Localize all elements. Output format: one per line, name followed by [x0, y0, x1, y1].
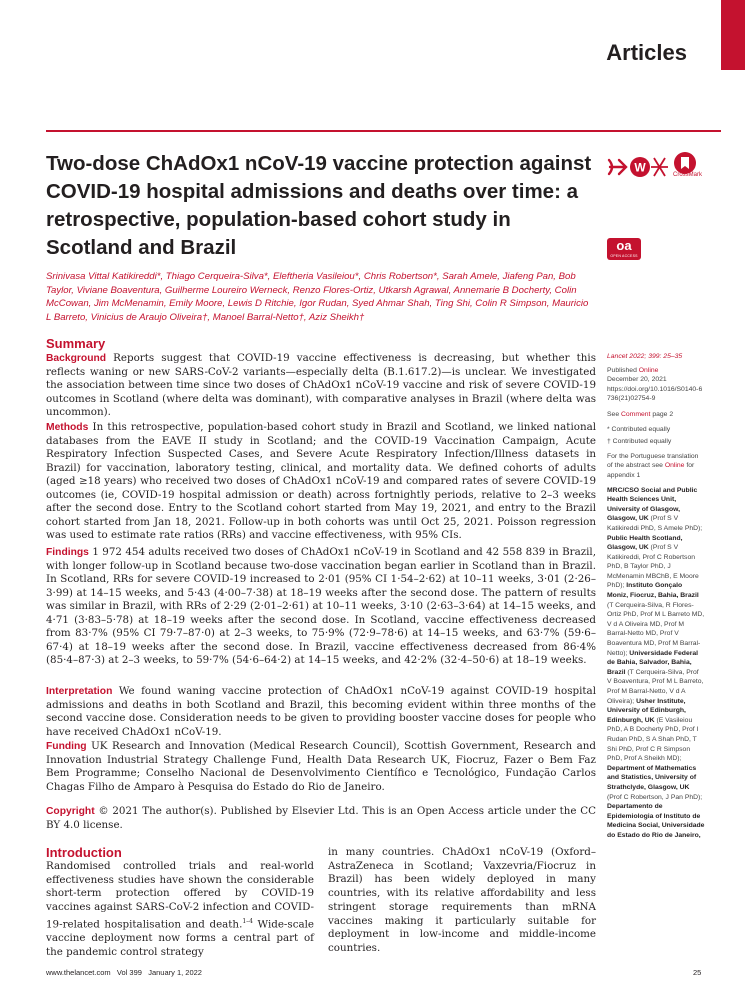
footer-journal-info: [46, 968, 202, 977]
introduction-column-1: [46, 860, 314, 959]
oa-mark: oa: [616, 238, 632, 253]
page-number: 25: [693, 968, 702, 977]
altmetric-icon[interactable]: [630, 157, 650, 177]
open-access-badge: [607, 238, 641, 260]
crossmark-label: CrossMark: [673, 172, 703, 178]
methods-text: In this retrospective, population-based cohort study in Brazil and Scotland, we linked national databases from the EAVE II study in Scotland; and the COVID-19 Vaccination Campaign, Acute Respiratory Infection Suspected Cases, and Severe Acute Respiratory Infection/Illness datasets in Brazil) for vaccination, laboratory testing, clinical, and mortality data. We defined cohorts of adults (aged ≥18 years) who received two doses of ChAdOx1 nCoV-19 and compared rates of severe COVID-19 outcomes (ie, COVID-19 hospital admission or death) across fortnightly periods, relative to 2–3 weeks after the second dose. Entry to the Scotland cohort started from May 19, 2021, and entry to the Brazil cohort started from Jan 18, 2021. Follow-up in both cohorts was until Oct 25, 2021. Poisson regression was used to estimate rate ratios (RRs) and vaccine effectiveness, with 95% CIs.: [46, 421, 597, 541]
doi-link[interactable]: https://doi.org/10.1016/S0140-6736(21)02754-9: [607, 385, 703, 403]
comment-link[interactable]: Comment: [620, 410, 651, 418]
funding-text: UK Research and Innovation (Medical Research Council), Scottish Government, Research and Innovation Industrial Strategy Challenge Fund, Health Data Research UK, Fiocruz, Fazer o Bem Faz Bem Programme; Conselho Nacional de Desenvolvimento Científico e Tecnológico, Fundação Carlos Chagas Filho de Amparo à Pesquisa do Estado do Rio de Janeiro.: [46, 740, 596, 793]
appendix-online-link[interactable]: Online: [664, 462, 685, 470]
header-rule: [46, 130, 721, 132]
journal-reference: Lancet 2022; 399: 25–35: [607, 353, 683, 360]
findings-label: Findings: [46, 547, 89, 558]
see-comment: See Comment page 2: [607, 410, 674, 418]
methods-label: Methods: [46, 422, 89, 433]
introduction-column-2: in many countries. ChAdOx1 nCoV-19 (Oxford–AstraZeneca in Scotland; Vaxzevria/Fiocruz in Brazil) has been widely deployed in many countries, with its relative affordability and less stringent storage requirements than mRNA vaccines making it particularly suitable for deployment in low-income and middle-income countries.: [328, 846, 596, 954]
article-title: Two-dose ChAdOx1 nCoV-19 vaccine protection against COVID-19 hospital admissions and deaths over time: a retrospective, population-based cohort study in Scotland and Brazil: [46, 152, 592, 259]
abstract-findings: [46, 546, 596, 668]
background-text: Reports suggest that COVID-19 vaccine effectiveness is decreasing, but whether this reflects waning or new SARS-CoV-2 variants—especially delta (B.1.617.2)—is unclear. We investigated the association between time since two doses of ChAdOx1 nCoV-19 vaccine and risk of severe COVID-19 outcomes in Scotland (where delta was dominant), with comparative analyses in Brazil (where delta was uncommon).: [46, 352, 597, 418]
footer-date: January 1, 2022: [148, 968, 202, 977]
copyright-label: Copyright: [46, 806, 95, 817]
author-list: Srinivasa Vittal Katikireddi*, Thiago Cerqueira-Silva*, Eleftheria Vasileiou*, Chris Robertson*, Sarah Amele, Jiafeng Pan, Bob Taylor, Viviane Boaventura, Guilherme Loureiro Werneck, Renzo Flores-Ortiz, Utkarsh Agrawal, Annemarie B Docherty, Colin McCowan, Jim McMenamin, Emily Moore, Lewis D Ritchie, Igor Rudan, Syed Ahmar Shah, Ting Shi, Colin R Simpson, Mauricio L Barreto, Vinicius de Araujo Oliveira†, Manoel Barral-Netto†, Aziz Sheikh†: [46, 271, 589, 323]
crossmark-icon[interactable]: [674, 152, 696, 174]
interpretation-text: We found waning vaccine protection of ChAdOx1 nCoV-19 against COVID-19 hospital admissions and deaths in both Scotland and Brazil, this becoming evident within three months of the second vaccine dose. Consideration needs to be given to providing booster vaccine doses for people who have received ChAdOx1 nCoV-19.: [46, 685, 596, 738]
intro-citation: 1–4: [242, 917, 253, 925]
sidebar-notes: [607, 352, 705, 841]
footer-site: www.thelancet.com: [46, 968, 111, 977]
funding-label: Funding: [46, 741, 87, 752]
footer-volume: Vol 399: [116, 968, 142, 977]
oa-subtext: OPEN ACCESS: [610, 254, 638, 258]
dimensions-icon[interactable]: [651, 158, 668, 176]
introduction-heading: Introduction: [46, 845, 122, 860]
abstract-methods: [46, 421, 596, 543]
published-date: December 20, 2021: [607, 376, 667, 384]
published-info: Published Online: [607, 366, 659, 374]
abstract-funding: [46, 740, 596, 794]
article-tools: [607, 150, 699, 184]
intro-col1-end: Wide-scale vaccine deployment now forms a central part of the pandemic control strategy: [46, 918, 314, 958]
summary-heading: Summary: [46, 336, 106, 351]
interpretation-label: Interpretation: [46, 686, 113, 697]
abstract-interpretation: [46, 685, 596, 739]
contributed-equally-star: * Contributed equally: [607, 425, 671, 433]
copyright-text: © 2021 The author(s). Published by Elsevier Ltd. This is an Open Access article under the CC BY 4.0 license.: [46, 805, 596, 831]
share-icon[interactable]: [609, 160, 626, 174]
background-label: Background: [46, 353, 107, 364]
abstract-copyright: [46, 805, 596, 832]
intro-col1-text: Randomised controlled trials and real-world effectiveness studies have shown the considerable short-term protection offered by COVID-19 vaccines against SARS-CoV-2 infection and COVID-19-related hospitalisation and death.: [46, 860, 314, 931]
findings-text: 1 972 454 adults received two doses of ChAdOx1 nCoV-19 in Scotland and 42 558 839 in Brazil, with longer follow-up in Scotland because two-dose vaccination began earlier in Scotland than in Brazil. In Scotland, RRs for severe COVID-19 increased to 2·01 (95% CI 1·54–2·62) at 10–11 weeks, 3·01 (2·26–3·99) at 14–15 weeks, and 5·43 (4·00–7·38) at 18–19 weeks after the second dose. The pattern of results was similar in Brazil, with RRs of 2·29 (2·01–2·61) at 10–11 weeks, 3·10 (2·63–3·64) at 14–15 weeks, and 4·71 (3·83–5·78) at 18–19 weeks after the second dose. In Scotland, vaccine effectiveness decreased from 83·7% (95% CI 79·7–87·0) at 2–3 weeks, to 75·9% (72·9–78·6) at 14–15 weeks, and 63·7% (59·6–67·4) at 18–19 weeks after the second dose. In Brazil, vaccine effectiveness decreased from 86·4% (85·4–87·3) at 2–3 weeks, to 59·7% (54·6–64·2) at 14–15 weeks, and 42·2% (32·4–50·6) at 18–19 weeks.: [46, 546, 596, 666]
section-title: Articles: [606, 40, 687, 65]
header-accent-bar: [721, 0, 745, 70]
abstract-background: [46, 352, 596, 420]
portuguese-translation-note: For the Portuguese translation of the abstract see Online for appendix 1: [607, 452, 699, 479]
affiliations: MRC/CSO Social and Public Health Sciences Unit, University of Glasgow, Glasgow, UK (Prof S V Katikireddi PhD, S Amele PhD); Public Health Scotland, Glasgow, UK (Prof S V Katikireddi, Prof C Robertson PhD, B Taylor PhD, J McMenamin MBChB, E Moore PhD); Instituto Gonçalo Moniz, Fiocruz, Bahia, Brazil (T Cerqueira-Silva, R Flores-Ortiz PhD, Prof M L Barreto MD, V d A Oliveira MD, Prof M Barral-Netto MD, Prof V Boaventura MD, Prof M Barral-Netto); Universidade Federal de Bahia, Salvador, Bahia, Brazil (T Cerqueira-Silva, Prof V Boaventura, Prof M L Barreto, Prof M Barral-Netto, V d A Oliveira); Usher Institute, University of Edinburgh, Edinburgh, UK (E Vasileiou PhD, A B Docherty PhD, Prof I Rudan PhD, S A Shah PhD, T Shi PhD, Prof C R Simpson PhD, Prof A Sheikh MD); Department of Mathematics and Statistics, University of Strathclyde, Glasgow, UK (Prof C Robertson, J Pan PhD); Departamento de Epidemiologia of Instituto de Medicina Social, Universidade do Estado do Rio de Janeiro,: [607, 486, 705, 839]
svg-text:W: W: [634, 160, 646, 175]
published-online-link[interactable]: Online: [638, 366, 659, 374]
contributed-equally-dagger: † Contributed equally: [607, 438, 672, 446]
